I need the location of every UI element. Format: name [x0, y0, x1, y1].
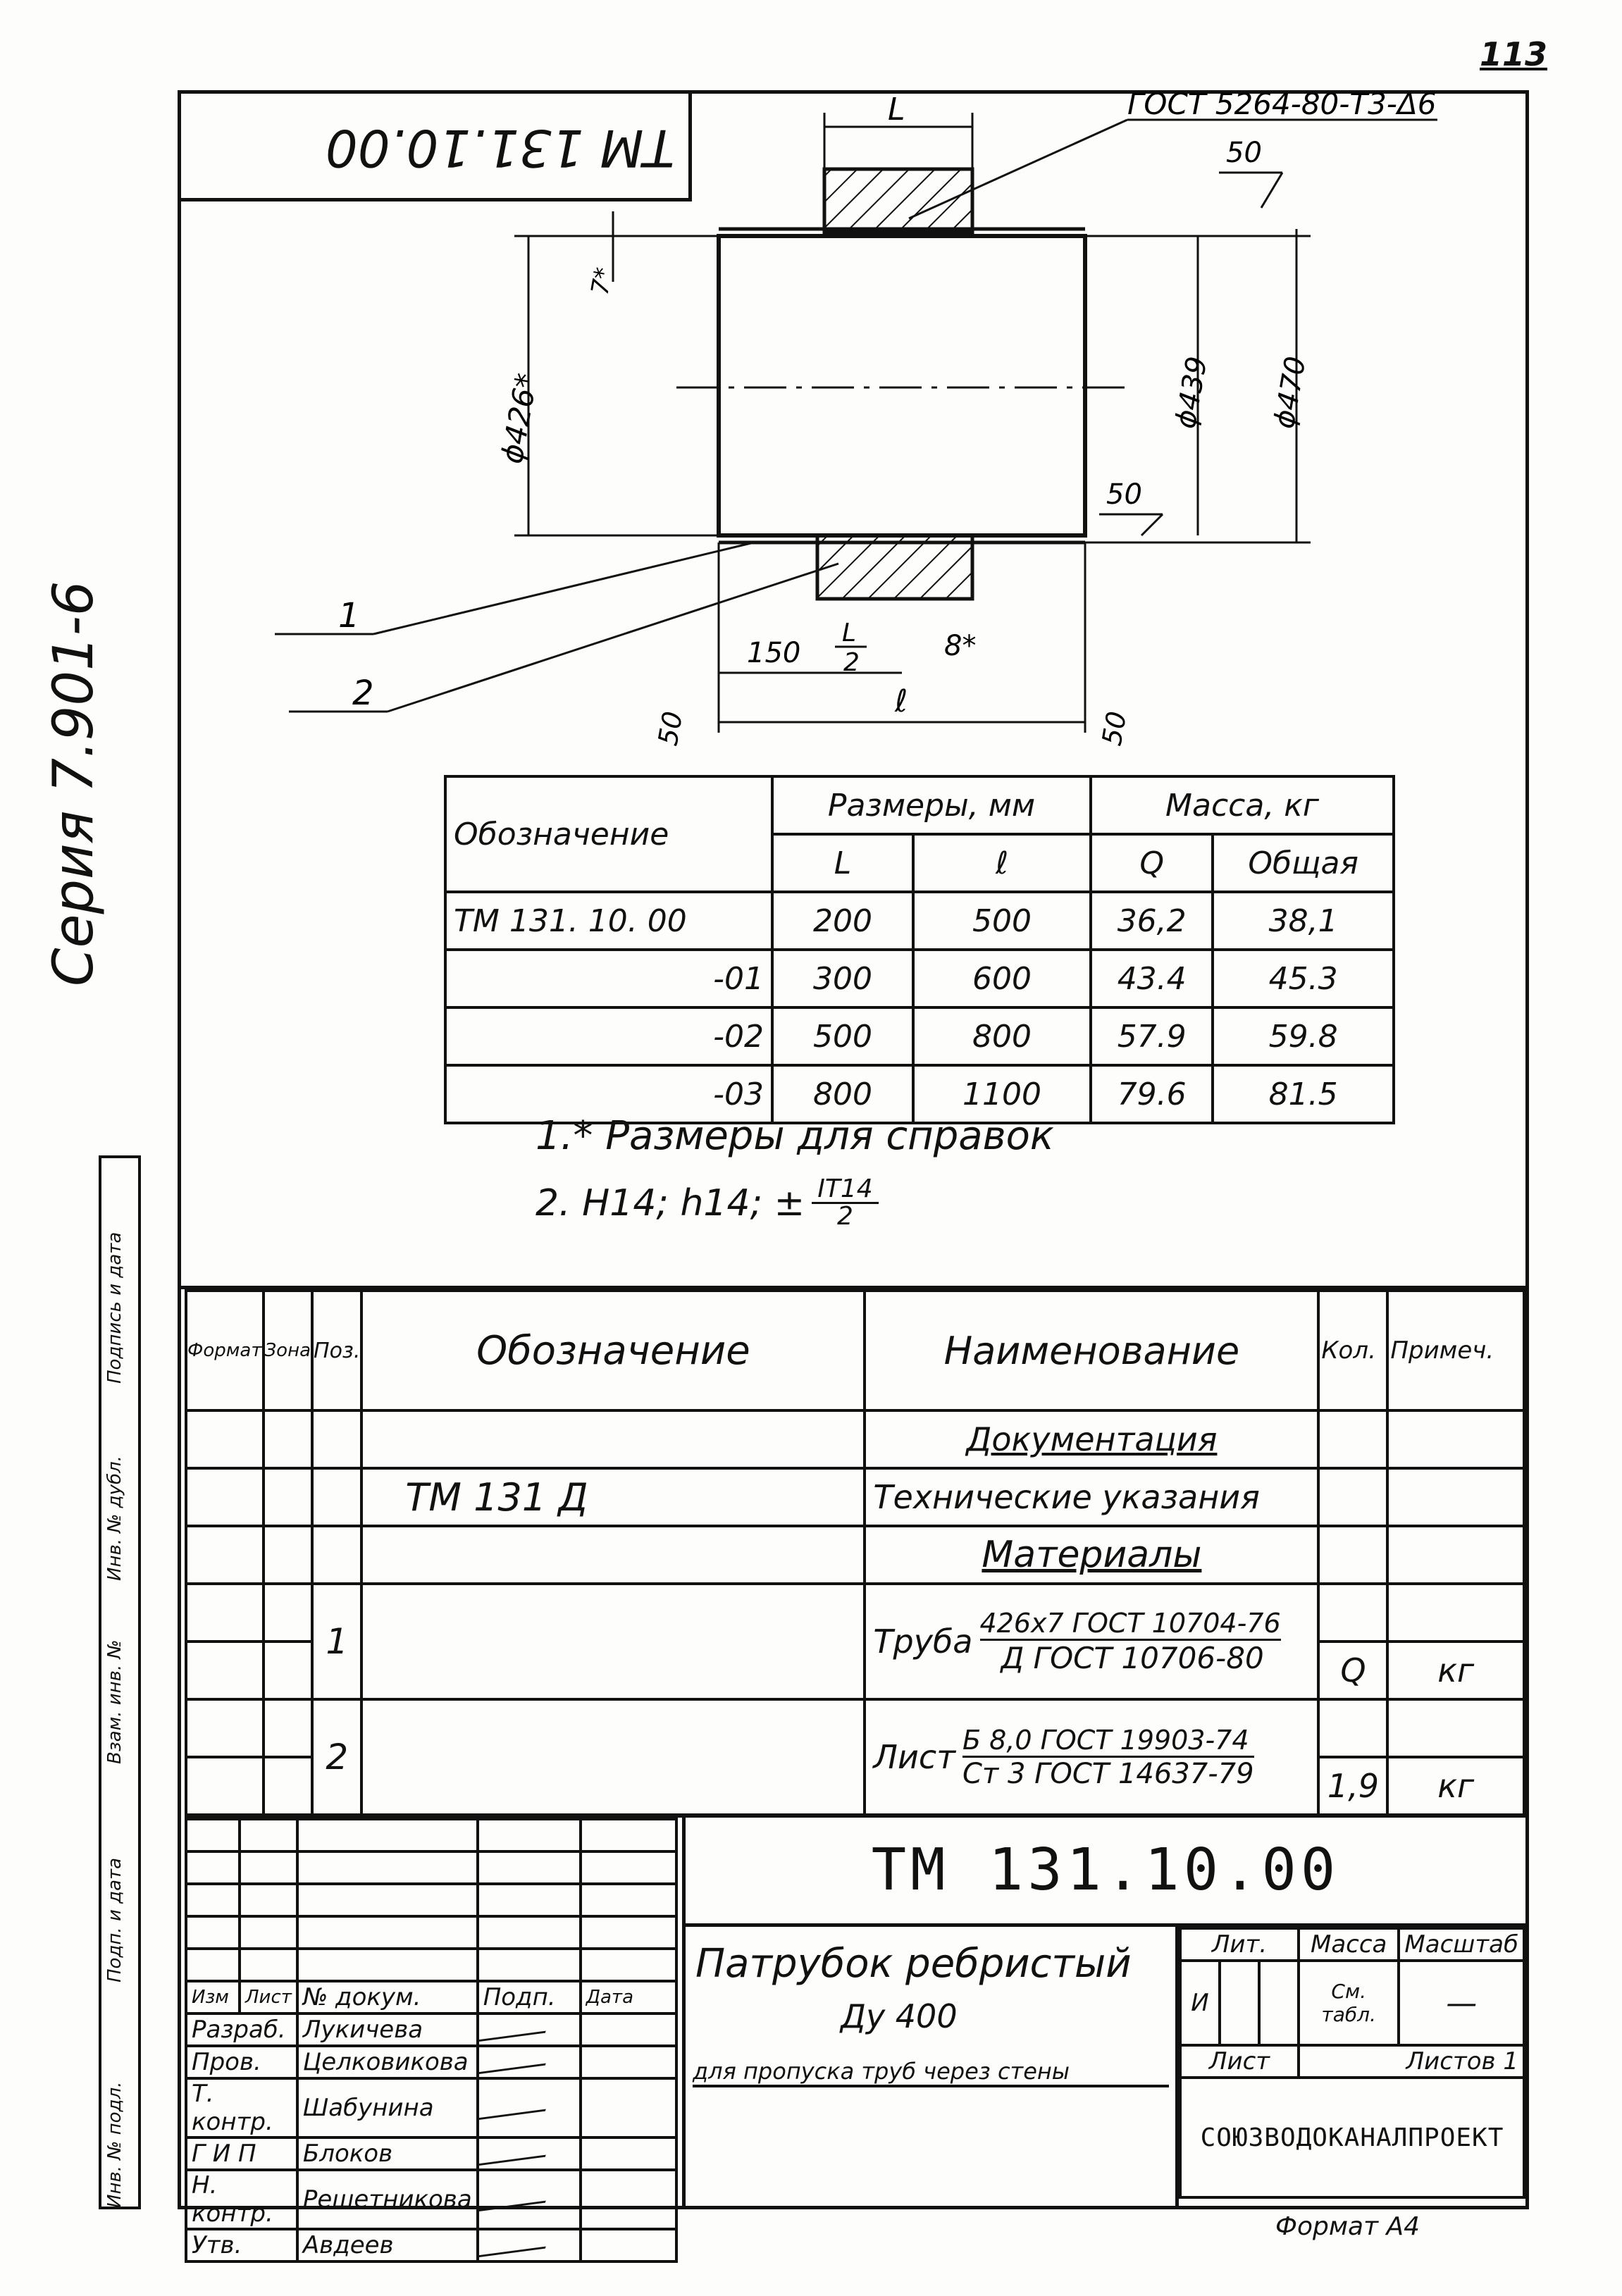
technical-drawing	[338, 85, 1480, 775]
pipe-body	[719, 236, 1085, 535]
table-row: Утв. Авдеев	[186, 2229, 676, 2261]
dim-7: 7*	[586, 265, 619, 297]
side-strip	[99, 1155, 141, 2209]
weld-50-left: 50	[652, 709, 689, 748]
note-2-prefix: 2. H14; h14; ±	[535, 1181, 805, 1224]
table-row: -01 300 600 43.4 45.3	[445, 950, 1394, 1007]
gost-label: ГОСТ 5264-80-Т3-Δ6	[1127, 87, 1437, 121]
weld-50-top: 50	[1226, 137, 1262, 169]
table-row: Пров. Целковикова	[186, 2046, 676, 2078]
dim-150: 150	[747, 637, 801, 669]
signature-grid: Изм Лист № докум. Подп. Дата Разраб. Лукичева Пров. Целковикова Т. контр. Шабунина Г И П Блоков Н. контр. Решетникова Утв. Авдеев	[185, 1818, 678, 2263]
table-row: Материалы	[186, 1526, 1524, 1584]
table-row: -03 800 1100 79.6 81.5	[445, 1065, 1394, 1123]
title-l3: для пропуска труб через стены	[693, 2058, 1169, 2087]
h-note: Примеч.	[1387, 1291, 1524, 1410]
h-zone: Зона	[264, 1291, 313, 1410]
note-1: 1.* Размеры для справок	[535, 1113, 1054, 1159]
dim-L-half: L	[842, 619, 857, 647]
h-pos: Поз.	[312, 1291, 361, 1410]
side-label: Инв. № подл.	[104, 2081, 125, 2208]
h-format: Формат	[186, 1291, 264, 1410]
side-label: Подп. и дата	[104, 1857, 125, 1982]
note-2-num: IT14	[812, 1177, 878, 1204]
h-L: L	[772, 834, 913, 892]
dim-8: 8*	[944, 630, 977, 662]
format-label: Формат А4	[1275, 2212, 1420, 2241]
dim-L-top: L	[888, 92, 905, 128]
weld-50-right: 50	[1096, 709, 1133, 748]
side-label: Взам. инв. №	[104, 1639, 125, 1764]
title-l1: Патрубок ребристый	[695, 1941, 1132, 1987]
org-name: СОЮЗВОДОКАНАЛПРОЕКТ	[1180, 2078, 1524, 2197]
h-designation-spec: Обозначение	[361, 1291, 865, 1410]
h-qty: Кол.	[1318, 1291, 1387, 1410]
table-row: Т. контр. Шабунина	[186, 2078, 676, 2137]
dim-d470: ϕ470	[1268, 354, 1313, 431]
h-total: Общая	[1213, 834, 1394, 892]
h-l: ℓ	[913, 834, 1091, 892]
note-2-den: 2	[836, 1202, 853, 1231]
table-row: ТМ 131. 10. 00 200 500 36,2 38,1	[445, 892, 1394, 950]
h-mass: Масса, кг	[1091, 776, 1394, 834]
table-row: 1 Труба 426x7 ГОСТ 10704-76 Д ГОСТ 10706-80	[186, 1584, 1524, 1642]
h-Q: Q	[1091, 834, 1213, 892]
dimension-table	[444, 775, 1395, 1124]
title-right	[682, 1818, 1525, 2209]
series-label: Серия 7.901-6	[42, 581, 106, 986]
dim-L-half-den: 2	[843, 648, 860, 677]
table-row: Г И П Блоков	[186, 2137, 676, 2170]
note-2	[535, 1174, 879, 1231]
side-label: Подпись и дата	[104, 1231, 125, 1384]
h-sizes: Размеры, мм	[772, 776, 1091, 834]
table-row: Н. контр. Решетникова	[186, 2170, 676, 2229]
h-name: Наименование	[865, 1291, 1318, 1410]
weld-50-mid: 50	[1106, 478, 1142, 511]
table-row: Разраб. Лукичева	[186, 2013, 676, 2046]
table-row: 2 Лист Б 8,0 ГОСТ 19903-74 Ст 3 ГОСТ 14637-79	[186, 1699, 1524, 1757]
stamp-code: ТМ 131.10.00	[326, 118, 675, 178]
pos-2: 2	[352, 674, 374, 713]
pos-1: 1	[338, 596, 360, 635]
table-row: -02 500 800 57.9 59.8	[445, 1007, 1394, 1065]
spec-table: Формат Зона Поз. Обозначение Наименование Кол. Примеч. Документация ТМ 131 Д Технические указания Материалы 1 Труба 426x7 ГОСТ 10704-76 Д ГОСТ 10706-80 Q кг 2 Лист Б 8,0 ГОСТ 19903-74 Ст 3 ГОСТ 14637-79 1,9 кг	[185, 1289, 1525, 1816]
doc-number: ТМ 131.10.00	[686, 1818, 1525, 1927]
h-designation: Обозначение	[445, 776, 772, 892]
dim-l: ℓ	[895, 683, 908, 719]
side-label: Инв. № дубл.	[104, 1456, 125, 1581]
lit-table: Лит. Масса Масштаб И См. табл. — Лист Листов 1 СОЮЗВОДОКАНАЛПРОЕКТ	[1179, 1927, 1525, 2199]
title-l2: Ду 400	[841, 1997, 958, 2035]
bottom-rib	[817, 535, 972, 599]
table-row: Документация	[186, 1410, 1524, 1468]
table-row: ТМ 131 Д Технические указания	[186, 1468, 1524, 1526]
dim-d439: ϕ439	[1169, 354, 1214, 431]
page-number: 113	[1480, 35, 1548, 73]
dim-d426: ϕ426*	[494, 371, 545, 466]
